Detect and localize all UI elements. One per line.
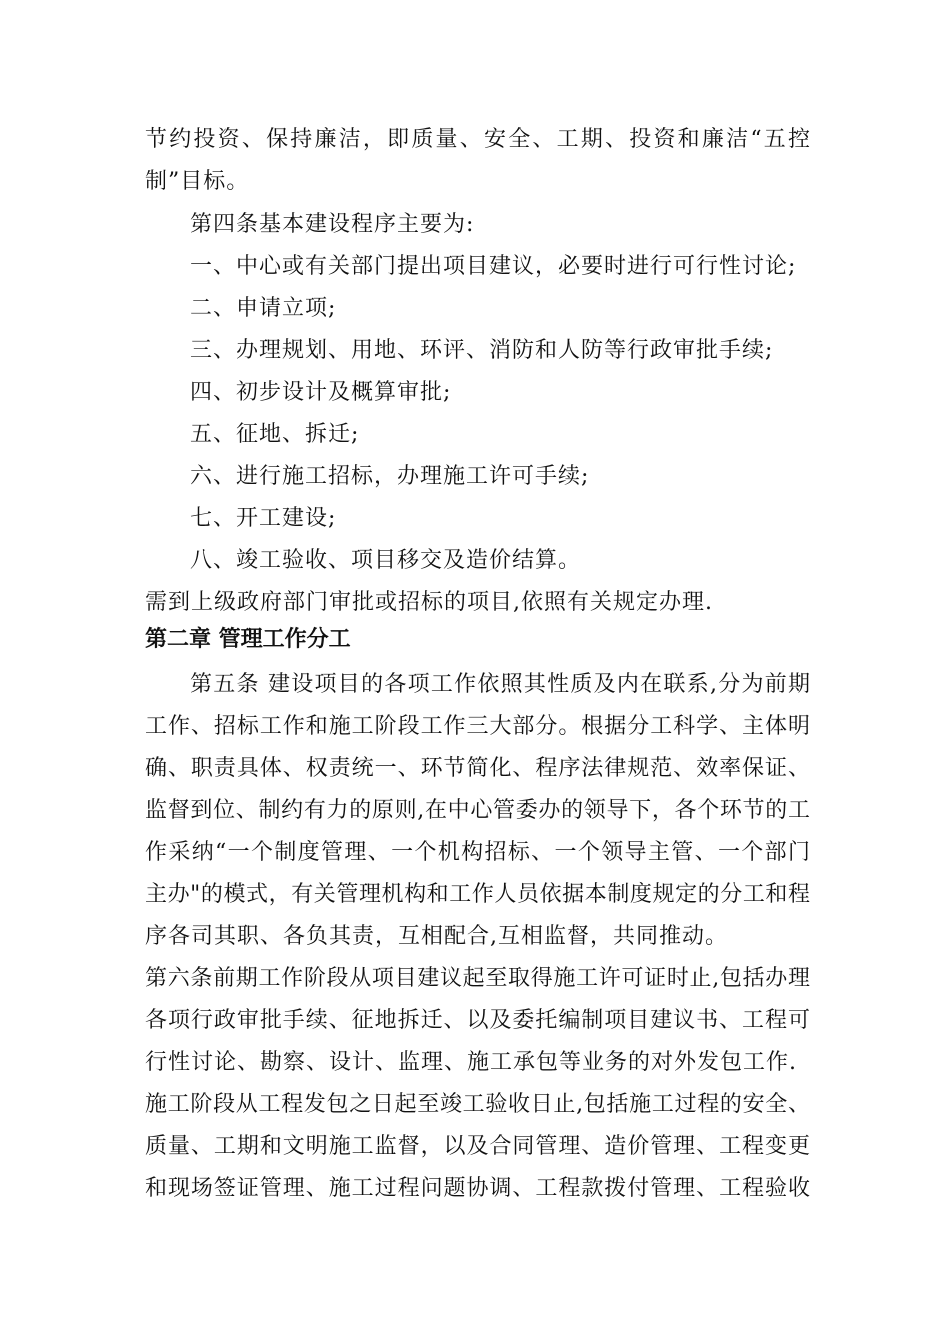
paragraph-line: 作采纳“一个制度管理、一个机构招标、一个领导主管、一个部门	[145, 840, 810, 865]
paragraph-line: 制”目标。	[145, 169, 250, 194]
paragraph-line: 行性讨论、勘察、设计、监理、施工承包等业务的对外发包工作.	[145, 1050, 797, 1075]
paragraph-line: 第六条前期工作阶段从项目建议起至取得施工许可证时止,包括办理	[145, 966, 810, 991]
list-item: 三、办理规划、用地、环评、消防和人防等行政审批手续;	[190, 338, 774, 363]
list-item: 六、进行施工招标，办理施工许可手续;	[190, 464, 590, 489]
paragraph-line: 第五条 建设项目的各项工作依照其性质及内在联系,分为前期	[190, 672, 810, 697]
paragraph-line: 工作、招标工作和施工阶段工作三大部分。根据分工科学、主体明	[145, 714, 810, 739]
paragraph-line: 确、职责具体、权责统一、环节简化、程序法律规范、效率保证、	[145, 756, 810, 781]
paragraph-line: 监督到位、制约有力的原则,在中心管委办的领导下，各个环节的工	[145, 798, 810, 823]
list-item: 二、申请立项;	[190, 296, 337, 321]
list-item: 八、竣工验收、项目移交及造价结算。	[190, 548, 582, 573]
paragraph-line: 需到上级政府部门审批或招标的项目,依照有关规定办理.	[145, 590, 713, 615]
list-item: 七、开工建设;	[190, 506, 337, 531]
article-heading-line: 第四条基本建设程序主要为:	[190, 212, 475, 237]
paragraph-line: 质量、工期和文明施工监督，以及合同管理、造价管理、工程变更	[145, 1134, 810, 1159]
paragraph-line: 和现场签证管理、施工过程问题协调、工程款拨付管理、工程验收	[145, 1176, 810, 1201]
paragraph-line: 序各司其职、各负其责，互相配合,互相监督，共同推动。	[145, 924, 728, 949]
list-item: 一、中心或有关部门提出项目建议，必要时进行可行性讨论;	[190, 254, 797, 279]
paragraph-line: 施工阶段从工程发包之日起至竣工验收日止,包括施工过程的安全、	[145, 1092, 810, 1117]
list-item: 五、征地、拆迁;	[190, 422, 360, 447]
paragraph-line: 各项行政审批手续、征地拆迁、以及委托编制项目建议书、工程可	[145, 1008, 810, 1033]
list-item: 四、初步设计及概算审批;	[190, 380, 452, 405]
paragraph-line: 主办"的模式，有关管理机构和工作人员依据本制度规定的分工和程	[145, 882, 810, 907]
chapter-title: 第二章 管理工作分工	[145, 627, 351, 652]
paragraph-line: 节约投资、保持廉洁，即质量、安全、工期、投资和廉洁“五控	[145, 127, 810, 152]
